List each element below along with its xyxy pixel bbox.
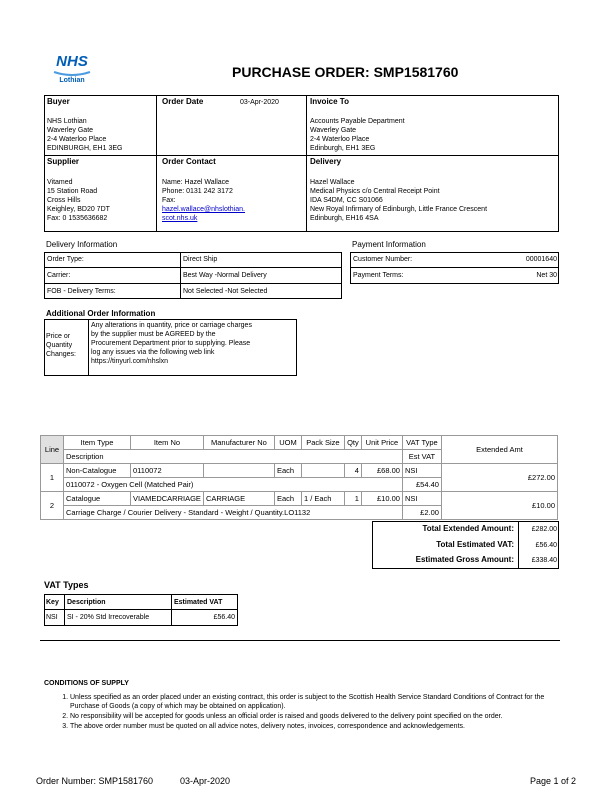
divider xyxy=(40,640,560,641)
table-row-desc: 0110072 - Oxygen Cell (Matched Pair) £54.40 xyxy=(41,478,558,492)
col-unit-price: Unit Price xyxy=(361,436,402,450)
col-uom: UOM xyxy=(274,436,301,450)
carrier-value: Best Way -Normal Delivery xyxy=(183,272,267,279)
invoice-to-address: Accounts Payable Department Waverley Gate 2-4 Waterloo Place Edinburgh, EH1 3EG xyxy=(310,118,405,152)
table-row-desc: Carriage Charge / Courier Delivery - Standard - Weight / Quantity.LO1132 £2.00 xyxy=(41,506,558,520)
col-line: Line xyxy=(41,436,64,464)
condition-item: 2. No responsibility will be accepted for goods unless an official order is raised and goods delivered to the delivery point specified on the order. xyxy=(70,712,566,721)
total-extended-value: £282.00 xyxy=(531,526,557,533)
vat-description-header: Description xyxy=(67,599,106,606)
customer-number-value: 00001640 xyxy=(525,256,557,263)
table-row: 2 Catalogue VIAMEDCARRIAGE CARRIAGE Each 1 / Each 1 £10.00 NSI £10.00 xyxy=(41,492,558,506)
nhs-logo xyxy=(52,54,92,84)
condition-item: 1. Unless specified as an order placed under an existing contract, this order is subject to the Scottish Health Service Standard Conditions of Contract for the Purchase of Goods (a copy of which may be obtained on application). xyxy=(70,693,566,711)
col-item-type: Item Type xyxy=(64,436,131,450)
col-extended-amt: Extended Amt xyxy=(441,436,557,464)
buyer-address: NHS Lothian Waverley Gate 2-4 Waterloo Place EDINBURGH, EH1 3EG xyxy=(47,118,123,152)
invoice-to-label: Invoice To xyxy=(310,97,349,106)
payment-info-heading: Payment Information xyxy=(352,240,426,249)
contact-email-link[interactable]: hazel.wallace@nhslothian. xyxy=(162,206,245,213)
order-type-value: Direct Ship xyxy=(183,256,218,263)
footer-order-number: Order Number: SMP1581760 xyxy=(36,776,154,786)
nhs-logo-sub: Lothian xyxy=(59,77,85,84)
vat-estimated-value: £56.40 xyxy=(213,614,235,621)
vat-key-header: Key xyxy=(46,599,59,606)
items-table xyxy=(40,435,558,520)
col-qty: Qty xyxy=(344,436,361,450)
vat-description-value: SI - 20% Std Irrecoverable xyxy=(67,614,150,621)
price-quantity-text: Any alterations in quantity, price or carriage charges by the supplier must be AGREED by the Procurement Department prior to supplying. Please log any issues via the following web link https://tinyurl.com/nhslxn xyxy=(91,322,252,365)
gross-amount-label: Estimated Gross Amount: xyxy=(415,555,514,564)
vat-types-heading: VAT Types xyxy=(44,580,89,590)
col-vat-type: VAT Type xyxy=(402,436,441,450)
nhs-logo-swoosh xyxy=(52,69,92,77)
price-quantity-label: Price or Quantity Changes: xyxy=(46,333,76,358)
contact-email-link-cont[interactable]: scot.nhs.uk xyxy=(162,215,198,222)
table-row: 1 Non-Catalogue 0110072 Each 4 £68.00 NSI £272.00 xyxy=(41,464,558,478)
order-date-value: 03-Apr-2020 xyxy=(240,99,279,106)
order-contact-details: Name: Hazel Wallace Phone: 0131 242 3172 Fax: hazel.wallace@nhslothian. scot.nhs.uk xyxy=(162,179,245,222)
gross-amount-value: £338.40 xyxy=(531,557,557,564)
items-header-row xyxy=(41,436,558,450)
payment-terms-value: Net 30 xyxy=(536,272,557,279)
order-type-label: Order Type: xyxy=(47,256,84,263)
buyer-label: Buyer xyxy=(47,97,70,106)
vat-key-value: NSI xyxy=(46,614,58,621)
supplier-address: Vitamed 15 Station Road Cross Hills Keighley, BD20 7DT Fax: 0 1535636682 xyxy=(47,179,110,222)
fob-value: Not Selected -Not Selected xyxy=(183,288,268,295)
payment-terms-label: Payment Terms: xyxy=(353,272,404,279)
col-item-no: Item No xyxy=(131,436,204,450)
customer-number-label: Customer Number: xyxy=(353,256,413,263)
carrier-label: Carrier: xyxy=(47,272,71,279)
additional-info-heading: Additional Order Information xyxy=(46,309,156,318)
order-contact-label: Order Contact xyxy=(162,157,216,166)
total-vat-value: £56.40 xyxy=(535,542,557,549)
col-manufacturer-no: Manufacturer No xyxy=(203,436,274,450)
page-title: PURCHASE ORDER: SMP1581760 xyxy=(232,64,459,80)
nhs-logo-text: NHS xyxy=(56,53,88,70)
fob-label: FOB - Delivery Terms: xyxy=(47,288,116,295)
order-date-label: Order Date xyxy=(162,97,204,106)
conditions-heading: CONDITIONS OF SUPPLY xyxy=(44,680,129,687)
footer-date: 03-Apr-2020 xyxy=(180,776,231,786)
col-est-vat: Est VAT xyxy=(402,450,441,464)
delivery-label: Delivery xyxy=(310,157,342,166)
total-vat-label: Total Estimated VAT: xyxy=(436,540,514,549)
delivery-address: Hazel Wallace Medical Physics c/o Central Receipt Point IDA S4DM, CC S01066 New Royal Infirmary of Edinburgh, Little France Crescent Edinburgh, EH16 4SA xyxy=(310,179,488,222)
vat-estimated-header: Estimated VAT xyxy=(174,599,223,606)
col-description: Description xyxy=(64,450,403,464)
col-pack-size: Pack Size xyxy=(301,436,344,450)
footer-page: Page 1 of 2 xyxy=(529,776,576,786)
conditions-list xyxy=(52,693,566,732)
delivery-info-heading: Delivery Information xyxy=(46,240,118,249)
condition-item: 3. The above order number must be quoted on all advice notes, delivery notes, invoices, correspondence and acknowledgements. xyxy=(70,722,566,731)
supplier-label: Supplier xyxy=(47,157,80,166)
total-extended-label: Total Extended Amount: xyxy=(422,524,514,533)
